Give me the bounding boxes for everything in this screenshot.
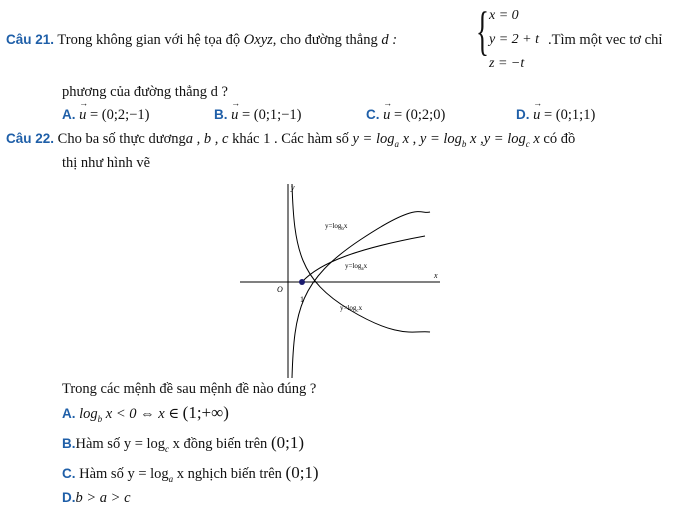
q22-text-c: có đồ <box>543 131 576 147</box>
q22-option-b-interval: (0;1) <box>270 433 304 452</box>
q22-text-d: thị như hình vẽ <box>62 155 151 171</box>
q21-text-a: Trong không gian với hệ tọa độ <box>57 32 241 48</box>
q21-coord: Oxyz <box>243 32 273 48</box>
vector-u: → u <box>533 107 540 124</box>
q22-option-a[interactable] <box>62 403 229 424</box>
q21-option-a[interactable] <box>62 107 149 124</box>
q21-option-b-label: B. <box>214 107 228 122</box>
q21-option-c[interactable] <box>366 107 445 124</box>
q22-text-b: khác 1 . Các hàm số <box>232 131 349 147</box>
q22-number: Câu 22. <box>6 131 55 146</box>
q22-line1 <box>6 131 575 149</box>
q21-text-c: .Tìm một vec tơ chỉ <box>548 32 663 48</box>
one-label: 1 <box>300 295 304 304</box>
q22-f1: $y = \log_a x$ <box>352 131 410 149</box>
q21-option-b[interactable] <box>214 107 301 124</box>
label-log-b: $y=\log_bx$ <box>325 222 348 232</box>
axis-label-y: y <box>291 183 295 192</box>
q22-option-a-label: A. <box>62 406 76 421</box>
q22-option-d-expr: b > a > c <box>75 490 131 506</box>
axis-label-x: x <box>434 271 438 280</box>
q22-option-d[interactable] <box>62 490 131 507</box>
q21-text-d: phương của đường thẳng d ? <box>62 84 228 100</box>
q22-sep: , <box>409 131 417 147</box>
q21-option-d-value: = (0;1;1) <box>544 107 596 123</box>
q22-option-b-label: B. <box>62 436 76 451</box>
vector-u: → u <box>383 107 390 124</box>
curve-log-b <box>292 212 430 378</box>
q22-question: Trong các mệnh đề sau mệnh đề nào đúng ? <box>62 381 317 397</box>
curve-log-a <box>302 236 425 282</box>
q22-option-a-expr: $\log_b x < 0$ ⇔ x ∈ <box>79 406 180 424</box>
q22-option-a-interval: (1;+∞) <box>182 403 229 422</box>
q22-option-d-label: D. <box>62 490 76 505</box>
q22-f2: $y = \log_b x$ , <box>419 131 484 149</box>
q22-f3: $y = \log_c x$ <box>483 131 540 149</box>
q21-text-b: , cho đường thẳng <box>272 32 378 48</box>
q21-number: Câu 21. <box>6 32 55 47</box>
q22-option-b[interactable] <box>62 433 304 454</box>
q21-line-name: d : <box>381 32 398 48</box>
q21-system-brace: { <box>476 1 489 61</box>
vector-u: → u <box>231 107 238 124</box>
label-log-c: $y=\log_cx$ <box>340 304 363 314</box>
q21-option-a-label: A. <box>62 107 76 122</box>
q22-vars: a , b , c <box>185 131 229 147</box>
q21-eq3: z = −t <box>489 56 525 71</box>
label-log-a: $y=\log_ax$ <box>345 262 368 272</box>
log-graph <box>230 180 470 380</box>
q21-option-c-label: C. <box>366 107 380 122</box>
point-1-0 <box>299 279 305 285</box>
q21-option-d-label: D. <box>516 107 530 122</box>
q21-option-c-value: = (0;2;0) <box>394 107 446 123</box>
q21-eq1: x = 0 <box>489 8 519 23</box>
q22-text-a: Cho ba số thực dương <box>57 131 186 147</box>
q21-option-d[interactable] <box>516 107 595 124</box>
q21-line1 <box>6 32 397 49</box>
q21-option-a-value: = (0;2;−1) <box>90 107 150 123</box>
vector-u: → u <box>79 107 86 124</box>
q22-option-c-interval: (0;1) <box>285 463 319 482</box>
q22-option-b-expr: Hàm số $y = \log_c x$ đồng biến trên <box>75 436 268 454</box>
origin-label: O <box>277 285 283 294</box>
q22-option-c[interactable] <box>62 463 319 484</box>
q22-option-c-expr: Hàm số $y = \log_a x$ nghịch biến trên <box>79 466 282 484</box>
q21-option-b-value: = (0;1;−1) <box>242 107 302 123</box>
q21-eq2: y = 2 + t <box>489 32 539 47</box>
q22-option-c-label: C. <box>62 466 76 481</box>
